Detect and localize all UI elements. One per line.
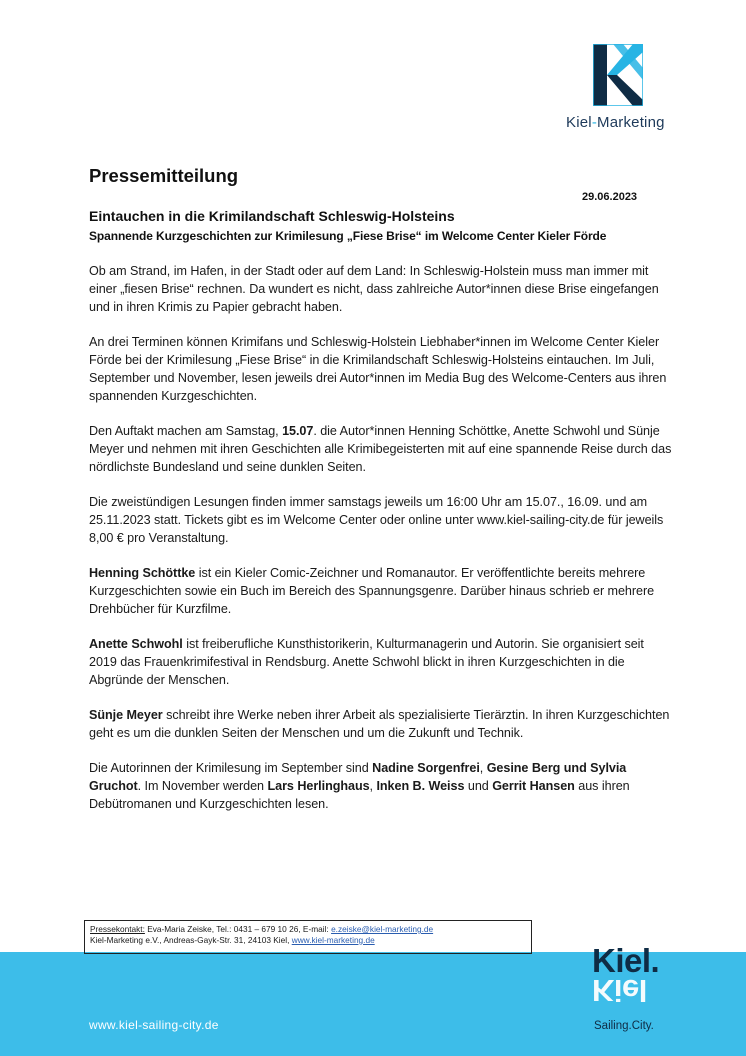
paragraph-tickets: Die zweistündigen Lesungen finden immer samstags jeweils um 16:00 Uhr am 15.07., 16.09. und am 25.11.2023 statt. Tickets gibt es im Welcome Center oder online unter www.kiel-sailing-city.de für jeweils 8,00 € pro Veranstaltung. <box>89 495 664 545</box>
subheadline: Spannende Kurzgeschichten zur Krimilesung „Fiese Brise“ im Welcome Center Kieler Förde <box>89 229 607 243</box>
paragraph-kickoff: Den Auftakt machen am Samstag, 15.07. die Autor*innen Henning Schöttke, Anette Schwohl und Sünje Meyer und nehmen mit ihren Geschichten alle Krimibegeisterten mit auf eine spannende Reise durch das nördlichste Bundesland und seine dunklen Seiten. <box>89 424 672 474</box>
paragraph-author-meyer: Sünje Meyer schreibt ihre Werke neben ihrer Arbeit als spezialisierte Tierärztin. In ihren Kurzgeschichten geht es um die dunklen Seiten der Menschen und um die Zukunft und Technik. <box>89 708 670 740</box>
kiel-wordmark: Kiel. <box>592 942 660 979</box>
contact-email-link[interactable]: e.zeiske@kiel-marketing.de <box>331 924 434 934</box>
contact-website-link[interactable]: www.kiel-marketing.de <box>291 935 375 945</box>
kiel-sailing-city-logo <box>592 944 682 1036</box>
paragraph-dates: An drei Terminen können Krimifans und Schleswig-Holstein Liebhaber*innen im Welcome Center Kieler Förde bei der Krimilesung „Fiese Brise“ in die Krimilandschaft Schleswig-Holsteins eintauchen. Im Juli, September und November, lesen jeweils drei Autor*innen im Media Bug des Welcome-Centers aus ihren spannenden Kurzgeschichten. <box>89 335 667 403</box>
release-date: 29.06.2023 <box>582 191 638 203</box>
kiel-k-icon <box>593 44 643 106</box>
kiel-tagline: Sailing.City. <box>594 1020 654 1032</box>
press-contact-box <box>84 920 532 954</box>
contact-line-1: Pressekontakt: Eva-Maria Zeiske, Tel.: 0431 – 679 10 26, E-mail: e.zeiske@kiel-marketing.de <box>90 924 434 934</box>
kiel-wordmark-reflection: Kiel <box>592 973 647 1008</box>
article-body <box>89 262 674 830</box>
footer-url: www.kiel-sailing-city.de <box>89 1018 219 1032</box>
logo-brand-text: Kiel-Marketing <box>566 114 665 131</box>
contact-line-2: Kiel-Marketing e.V., Andreas-Gayk-Str. 31, 24103 Kiel, www.kiel-marketing.de <box>90 935 375 945</box>
headline: Eintauchen in die Krimilandschaft Schleswig-Holsteins <box>89 208 455 224</box>
kiel-marketing-logo <box>560 44 690 136</box>
paragraph-author-schoettke: Henning Schöttke ist ein Kieler Comic-Zeichner und Romanautor. Er veröffentlichte bereits mehrere Kurzgeschichten sowie ein Buch im Bereich des Spannungsgenre. Darüber hinaus schrieb er mehrere Drehbücher für Kurzfilme. <box>89 566 655 616</box>
paragraph-further-authors: Die Autorinnen der Krimilesung im September sind Nadine Sorgenfrei, Gesine Berg und Sylvia Gruchot. Im November werden Lars Herlinghaus, Inken B. Weiss und Gerrit Hansen aus ihren Debütromanen und Kurzgeschichten lesen. <box>89 761 630 811</box>
page-title: Pressemitteilung <box>89 165 239 186</box>
paragraph-intro: Ob am Strand, im Hafen, in der Stadt oder auf dem Land: In Schleswig-Holstein muss man immer mit einer „fiesen Brise“ rechnen. Da wundert es nicht, dass zahlreiche Autor*innen diese Brise eingefangen und in ihren Krimis zu Papier gebracht haben. <box>89 264 659 314</box>
paragraph-author-schwohl: Anette Schwohl ist freiberufliche Kunsthistorikerin, Kulturmanagerin und Autorin. Sie organisiert seit 2019 das Frauenkrimifestival in Rendsburg. Anette Schwohl blickt in ihren Kurzgeschichten in die Abgründe der Menschen. <box>89 637 644 687</box>
